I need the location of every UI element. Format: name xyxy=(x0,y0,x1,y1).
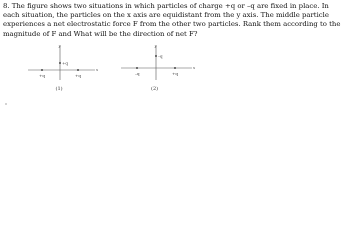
panel-1-caption: (1) xyxy=(55,86,63,92)
problem-statement: 8. The figure shows two situations in which particles of charge +q or –q are fixed in place. In each situation, the particles on the x axis are equidistant from the y axis. The middle particle experiences a net electrostatic force F from the other two particles. Rank them according to the magnitude of F and What will be the direction of net F? xyxy=(3,2,341,38)
panel-2-top-particle xyxy=(155,55,157,57)
stray-dot xyxy=(5,103,6,104)
panel-2-right-charge-label: +q xyxy=(172,71,178,76)
panel-1-x-label: x xyxy=(96,67,99,72)
panel-1-top-charge-label: +q xyxy=(62,60,68,66)
panel-2-y-label: y xyxy=(154,43,157,48)
panel-1-y-label: y xyxy=(58,43,61,48)
charge-diagram xyxy=(0,44,350,110)
panel-1-left-particle xyxy=(41,69,43,71)
panel-1-left-charge-label: +q xyxy=(39,73,45,78)
panel-2-right-particle xyxy=(174,67,176,69)
panel-1-right-particle xyxy=(77,69,79,71)
panel-1 xyxy=(28,43,99,92)
panel-2-top-charge-label: –q xyxy=(158,53,163,59)
panel-1-right-charge-label: +q xyxy=(75,73,81,78)
charge-figure xyxy=(0,44,350,110)
panel-2-x-label: x xyxy=(193,65,196,70)
panel-2-caption: (2) xyxy=(151,86,159,92)
panel-1-top-particle xyxy=(59,62,61,64)
panel-2-left-charge-label: –q xyxy=(135,71,140,76)
panel-2-left-particle xyxy=(136,67,138,69)
panel-2 xyxy=(121,43,196,92)
